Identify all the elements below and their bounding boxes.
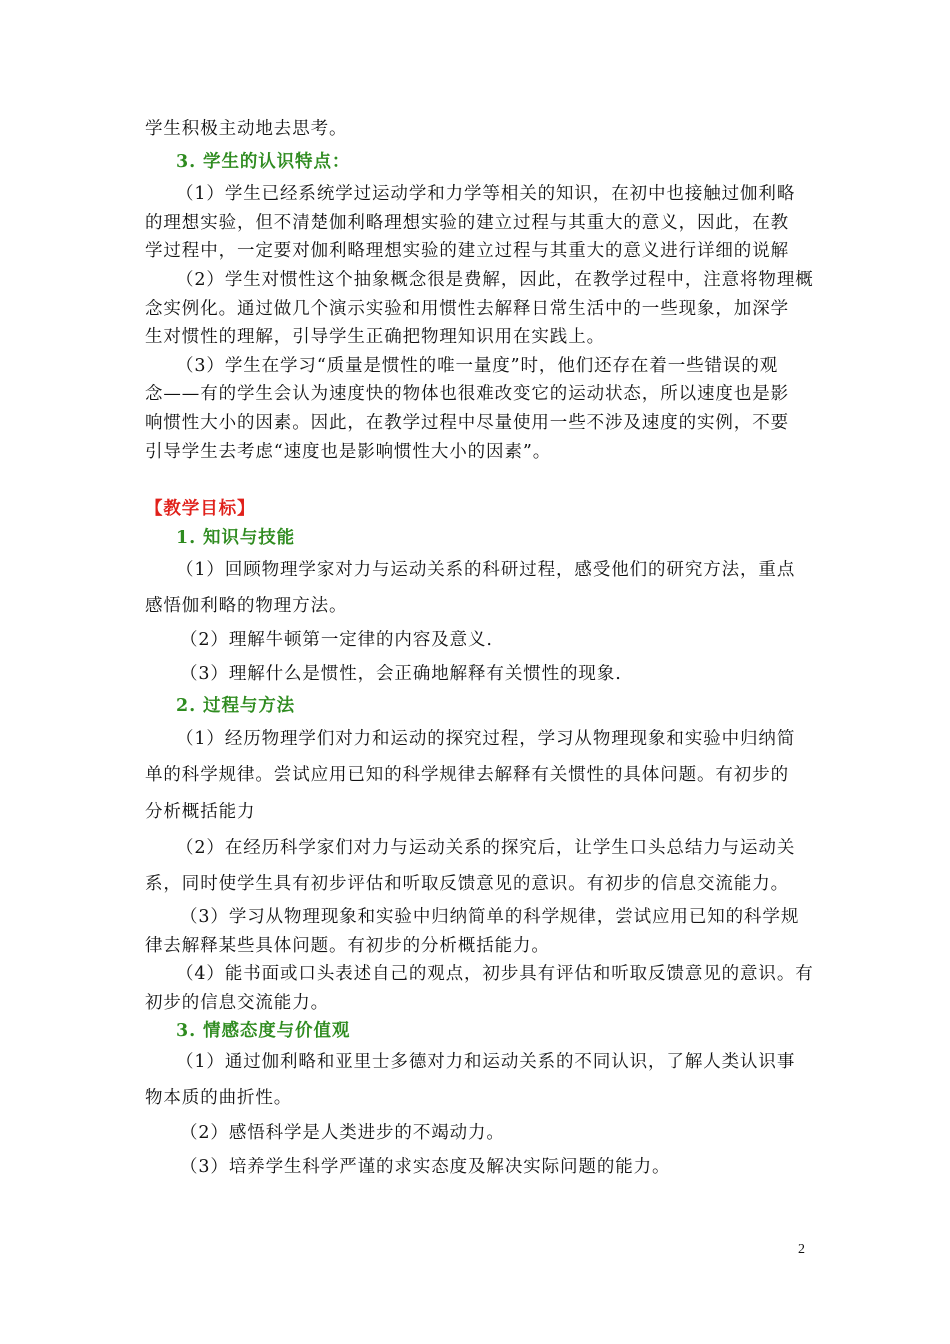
body-text-line: 感悟伽利略的物理方法。 [145,596,348,616]
body-text-line: （3）学习从物理现象和实验中归纳简单的科学规律，尝试应用已知的科学规 [180,907,800,927]
body-text-line: （2）感悟科学是人类进步的不竭动力。 [180,1123,505,1143]
section-heading: 1. 知识与技能 [176,528,296,548]
body-text-line: （3）学生在学习“质量是惯性的唯一量度”时，他们还存在着一些错误的观 [176,356,779,376]
body-text-line: 生对惯性的理解，引导学生正确把物理知识用在实践上。 [145,327,605,347]
page-number: 2 [798,1242,805,1257]
section-heading: 3. 情感态度与价值观 [176,1021,351,1041]
body-text-line: （2）理解牛顿第一定律的内容及意义. [180,630,493,650]
body-text-line: 单的科学规律。尝试应用已知的科学规律去解释有关惯性的具体问题。有初步的 [145,765,789,785]
body-text-line: 律去解释某些具体问题。有初步的分析概括能力。 [145,936,550,956]
body-text-line: 学生积极主动地去思考。 [145,119,348,139]
section-heading: 2. 过程与方法 [176,696,296,716]
body-text-line: 初步的信息交流能力。 [145,993,329,1013]
body-text-line: 念实例化。通过做几个演示实验和用惯性去解释日常生活中的一些现象，加深学 [145,299,789,319]
body-text-line: （4）能书面或口头表述自己的观点，初步具有评估和听取反馈意见的意识。有 [176,964,814,984]
body-text-line: （1）学生已经系统学过运动学和力学等相关的知识，在初中也接触过伽利略 [176,184,796,204]
body-text-line: （2）在经历科学家们对力与运动关系的探究后，让学生口头总结力与运动关 [176,838,796,858]
body-text-line: 物本质的曲折性。 [145,1088,293,1108]
body-text-line: 分析概括能力 [145,802,256,822]
section-heading: 3. 学生的认识特点： [176,152,351,172]
body-text-line: （2）学生对惯性这个抽象概念很是费解，因此，在教学过程中，注意将物理概 [176,270,814,290]
body-text-line: （3）理解什么是惯性，会正确地解释有关惯性的现象. [180,664,622,684]
teaching-goals-heading: 【教学目标】 [145,499,256,519]
body-text-line: 响惯性大小的因素。因此，在教学过程中尽量使用一些不涉及速度的实例，不要 [145,413,789,433]
body-text-line: 的理想实验，但不清楚伽利略理想实验的建立过程与其重大的意义，因此，在教 [145,213,789,233]
body-text-line: （1）回顾物理学家对力与运动关系的科研过程，感受他们的研究方法，重点 [176,560,796,580]
body-text-line: 念——有的学生会认为速度快的物体也很难改变它的运动状态，所以速度也是影 [145,384,789,404]
body-text-line: （3）培养学生科学严谨的求实态度及解决实际问题的能力。 [180,1157,671,1177]
body-text-line: 系，同时使学生具有初步评估和听取反馈意见的意识。有初步的信息交流能力。 [145,874,789,894]
body-text-line: （1）经历物理学们对力和运动的探究过程，学习从物理现象和实验中归纳简 [176,729,796,749]
body-text-line: 引导学生去考虑“速度也是影响惯性大小的因素”。 [145,442,552,462]
body-text-line: （1）通过伽利略和亚里士多德对力和运动关系的不同认识，了解人类认识事 [176,1052,796,1072]
body-text-line: 学过程中，一定要对伽利略理想实验的建立过程与其重大的意义进行详细的说解 [145,241,789,261]
